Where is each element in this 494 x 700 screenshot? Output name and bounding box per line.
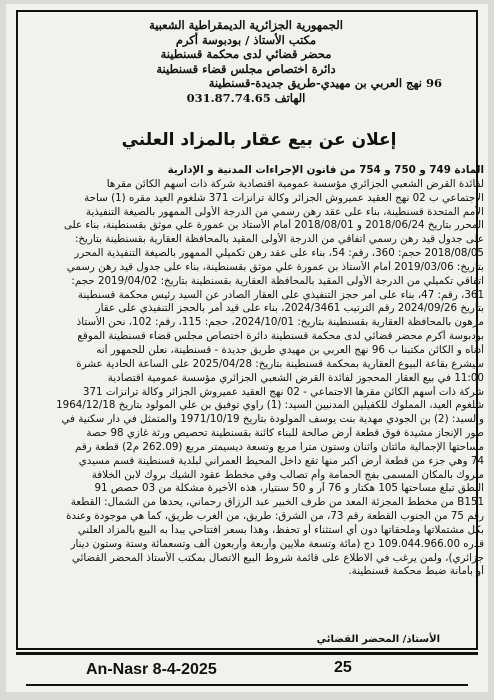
publication-date: An-Nasr 8-4-2025	[86, 661, 217, 678]
body-line: بكل مشتملاتها وملحقاتها دون أي استثناء أو تحفظ، وهذا بسعر افتتاحي يبدأ به البيع بالمزاد العلني	[77, 523, 484, 536]
body-line: 2018/08/05 حجم: 360، رقم: 54، بناء على عقد رهن تكميلي الممهور بالصيغة التنفيذية المحرر	[74, 247, 484, 260]
body-line: شركة ذات أسهم الكائن مقرها الاجتماعي - 02 نهج العقيد عميروش الجزائر وكالة ترانزات 371	[82, 385, 484, 398]
notice-title: إعلان عن بيع عقار بالمزاد العلني	[121, 130, 397, 150]
body-line: شلغوم العيد، المملوك للكفيلين المدنيين السيد: (1) راوي توفيق بن علي المولود بتاريخ 1964/12/18	[56, 399, 484, 412]
body-line: بتاريخ: 2019/03/06 أمام الأستاذ بن عمورة علي موثق بقسنطينة، بناء على جدول قيد رهن رسمي	[66, 260, 484, 273]
body-line: جزائري)، ولمن يرغب في الاطلاع على قائمة شروط البيع الاتصال بمكتب الأستاذ المحضر القضائي	[71, 551, 484, 564]
header-bailiff: محضر قضائي لدى محكمة قسنطينة	[160, 47, 332, 62]
body-line: المحرر بتاريخ 2018/06/24 و 2018/08/01 أمام الأستاذ بن عمورة علي موثق بقسنطينة، بناء على	[63, 219, 484, 232]
newspaper-page	[6, 4, 488, 692]
body-line: أو بأمانة ضبط محكمة قسنطينة.	[348, 565, 484, 578]
body-line: اتفاقي تكميلي من الدرجة الأولى المقيد بالمحافظة العقارية بقسنطينة بتاريخ: 2019/04/02 حجم:	[71, 274, 484, 287]
body-line: الأمم المتحدة قسنطينة، بناء على عقد رهن رسمي من الدرجة الأولى الممهور بالصيغة التنفيذية	[85, 205, 484, 218]
body-line: على جدول قيد رهن رسمي اتفاقي من الدرجة الأولى المقيد بالمحافظة العقارية بقسنطينة بتاريخ:	[74, 233, 484, 246]
body-line: مرهون بالمحافظة العقارية بقسنطينة بتاريخ: 2024/10/01، حجم: 115، رقم: 102، نحن الأستاذ	[76, 316, 484, 329]
body-line: رقم 75 من الجنوب القطعة رقم 73، من الشرق: طريق، من الغرب طريق، كما هي موجودة وعندة	[66, 510, 484, 523]
body-line: والسيد: (2) بن الجودي مهدية بنت يوسف المولودة بتاريخ 1971/10/19 والمتمثل في دار سكنية في	[61, 413, 484, 426]
body-line: أدناه و الكائن مكتبنا ب 96 نهج العربي بن مهيدي طريق جديدة - قسنطينة، نعلن للجمهور أنه	[96, 343, 484, 356]
body-line: الاجتماعي ب 02 نهج العقيد عميروش الجزائر وكالة ترانزات 371 شلغوم العيد مقره (1) ساحة	[84, 191, 484, 204]
notice-header	[30, 18, 462, 106]
page-footer	[16, 652, 478, 688]
notice-body	[34, 164, 484, 579]
notice-frame	[16, 10, 484, 650]
body-line: لفائدة القرض الشعبي الجزائري مؤسسة عمومية اقتصادية شركة ذات أسهم الكائن مقرها	[106, 177, 484, 190]
header-country: الجمهورية الجزائرية الديمقراطية الشعبية	[149, 18, 343, 32]
header-jurisdiction: دائرة اختصاص مجلس قضاء قسنطينة	[156, 61, 336, 76]
body-line: طور الإنجاز مشيدة فوق قطعة أرض صالحة للبناء كائنة بقسنطينة تحصيص ورثة غازي 98 حصة	[86, 427, 484, 440]
body-line: بتاريخ 2024/09/26 رقم الترتيب 2024/3461، بناء على قيد أمر بالحجز التنفيذي على عقار	[95, 302, 484, 315]
footer-rule	[26, 684, 468, 686]
page-number: 25	[334, 659, 352, 676]
body-line: 361، رقم: 47، بناء على أمر حجز التنفيذي على العقار الصادر عن السيد رئيس محكمة قسنطينة	[77, 288, 484, 301]
body-line: مساحتها الإجمالية مائتان واثنان وستون مترا مربع وتسعة ديسيمتر مربع (262.09 م2) قطعة رقم	[75, 440, 484, 453]
body-line: قدره 109.044.966.00 دج (مائة وتسعة ملايين وأربعة وأربعون ألف وتسعمائة وستة وستون دينار	[70, 537, 484, 550]
body-line: المادة 749 و 750 و 754 من قانون الإجراءات المدنية و الإدارية	[167, 164, 484, 176]
signature: الأستاذ/ المحضر القضائي	[316, 634, 440, 645]
header-address: 96 نهج العربي بن مهيدي-طريق جديدة-قسنطينة	[208, 76, 442, 91]
body-line: بودبوسة أكرم محضر قضائي لدى محكمة قسنطينة دائرة اختصاص مجلس قضاء قسنطينة الموقع	[77, 330, 484, 343]
body-line: 11:00 في بيع العقار المحجوز لفائدة القرض الشعبي الجزائري مؤسسة عمومية اقتصادية	[107, 371, 484, 384]
header-office: مكتب الأستاذ / بودبوسة أكرم	[175, 32, 317, 47]
header-phone: الهاتف 031.87.74.65	[186, 90, 306, 105]
body-line: B151 من مخطط المجزئة المعد من طرف الخبير عبد الرزاق رحماني، يحدها من الشمال: القطعة	[70, 496, 484, 509]
body-line: مبروك بالمكان المسمى بفج الحمامة وأم تصالب وفي مخطط عقود الشيك بروك لابن الخلافة	[91, 468, 484, 481]
body-line: النطق تبلغ مساحتها 105 هكتار و 76 آر و 50 سنتيار، هذه الأخيرة مشكلة من 03 حصص 91	[94, 482, 484, 495]
body-line: 74 وهي جزء من قطعة أرض أكبر منها تقع داخل المحيط العمراني لبلدية قسنطينة قسم مسيدي	[78, 454, 484, 467]
body-line: سيشرع بقاعة البيوع العقارية بمحكمة قسنطينة بتاريخ: 2025/04/28 على الساعة الحادية عشرة	[76, 357, 484, 370]
